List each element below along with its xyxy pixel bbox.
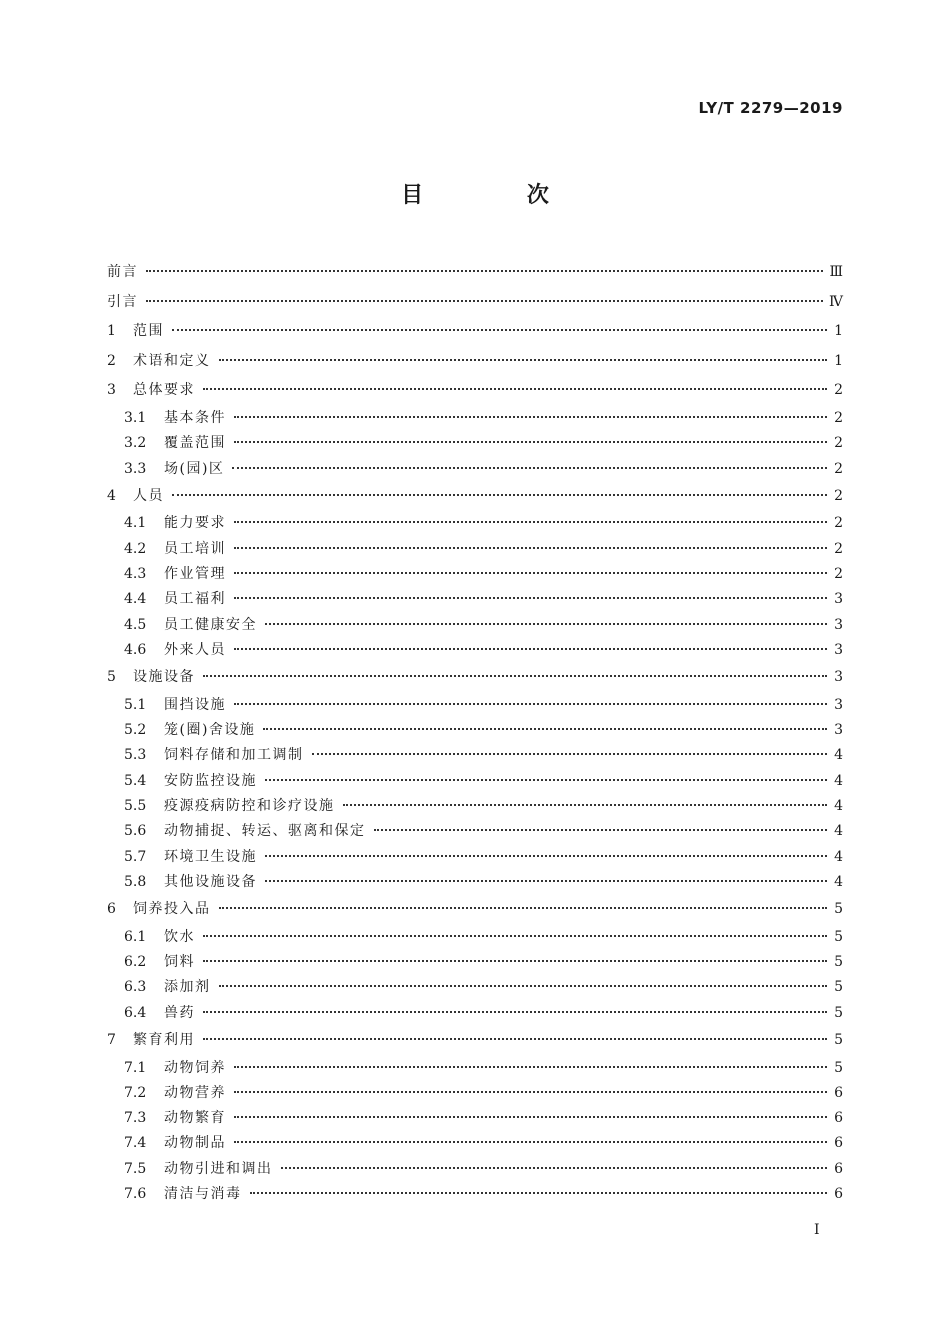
toc-entry-page: Ⅲ bbox=[829, 264, 843, 280]
toc-entry-number: 5.7 bbox=[124, 848, 147, 865]
toc-entry-label: 动物繁育 bbox=[164, 1110, 226, 1127]
toc-dot-leader bbox=[234, 572, 827, 574]
toc-entry[interactable] bbox=[107, 482, 843, 512]
toc-entry[interactable] bbox=[107, 288, 843, 318]
toc-entry[interactable] bbox=[107, 1056, 843, 1081]
toc-entry[interactable] bbox=[107, 1081, 843, 1106]
toc-entry-page: 3 bbox=[834, 696, 843, 713]
toc-dot-leader bbox=[263, 728, 827, 730]
toc-dot-leader bbox=[281, 1167, 828, 1169]
toc-entry-number: 5 bbox=[107, 669, 116, 686]
toc-entry[interactable] bbox=[107, 613, 843, 638]
toc-entry-page: 3 bbox=[834, 722, 843, 739]
toc-entry[interactable] bbox=[107, 562, 843, 587]
toc-entry-page: 4 bbox=[834, 747, 843, 764]
toc-entry-number: 7.5 bbox=[124, 1160, 147, 1177]
toc-dot-leader bbox=[312, 753, 828, 755]
toc-entry-number: 7.3 bbox=[124, 1110, 147, 1127]
toc-entry[interactable] bbox=[107, 1157, 843, 1182]
toc-entry[interactable] bbox=[107, 258, 843, 288]
toc-entry-page: 1 bbox=[834, 352, 843, 369]
toc-entry-number: 4.6 bbox=[124, 641, 147, 658]
toc-dot-leader bbox=[234, 648, 827, 650]
toc-entry-label: 饲料存储和加工调制 bbox=[164, 747, 304, 764]
toc-entry-number: 4.1 bbox=[124, 515, 147, 532]
toc-entry-number: 5.4 bbox=[124, 772, 147, 789]
toc-entry[interactable] bbox=[107, 663, 843, 693]
toc-entry-label: 术语和定义 bbox=[133, 352, 211, 369]
toc-entry-label: 员工培训 bbox=[164, 540, 226, 557]
toc-dot-leader bbox=[203, 388, 827, 390]
toc-entry[interactable] bbox=[107, 317, 843, 347]
toc-entry-label: 能力要求 bbox=[164, 515, 226, 532]
table-of-contents bbox=[107, 258, 843, 1207]
toc-dot-leader bbox=[234, 597, 827, 599]
toc-dot-leader bbox=[219, 985, 828, 987]
toc-entry-page: 4 bbox=[834, 873, 843, 890]
toc-entry-label: 动物引进和调出 bbox=[164, 1160, 273, 1177]
toc-entry-page: 6 bbox=[834, 1084, 843, 1101]
toc-entry-label: 动物捕捉、转运、驱离和保定 bbox=[164, 823, 366, 840]
toc-entry[interactable] bbox=[107, 587, 843, 612]
toc-entry[interactable] bbox=[107, 1106, 843, 1131]
toc-entry-page: 3 bbox=[834, 591, 843, 608]
toc-entry-label: 清洁与消毒 bbox=[164, 1186, 242, 1203]
toc-entry-number: 2 bbox=[107, 352, 116, 369]
toc-entry-page: 3 bbox=[834, 669, 843, 686]
toc-entry[interactable] bbox=[107, 743, 843, 768]
toc-entry-label: 设施设备 bbox=[133, 669, 195, 686]
page-number: I bbox=[814, 1222, 820, 1238]
toc-entry[interactable] bbox=[107, 1182, 843, 1207]
toc-entry[interactable] bbox=[107, 1026, 843, 1056]
toc-entry-label: 作业管理 bbox=[164, 566, 226, 583]
toc-entry-number: 6.1 bbox=[124, 928, 147, 945]
toc-entry-page: 4 bbox=[834, 772, 843, 789]
toc-entry-label: 环境卫生设施 bbox=[164, 848, 257, 865]
toc-entry-page: 6 bbox=[834, 1160, 843, 1177]
toc-dot-leader bbox=[172, 494, 827, 496]
toc-entry-number: 6.4 bbox=[124, 1004, 147, 1021]
toc-entry-label: 围挡设施 bbox=[164, 696, 226, 713]
toc-entry[interactable] bbox=[107, 794, 843, 819]
toc-entry-number: 7.4 bbox=[124, 1135, 147, 1152]
toc-entry-number: 4.5 bbox=[124, 616, 147, 633]
toc-entry-number: 5.6 bbox=[124, 823, 147, 840]
toc-entry-label: 员工福利 bbox=[164, 591, 226, 608]
toc-entry-label: 饮水 bbox=[164, 928, 195, 945]
toc-entry-label: 场(园)区 bbox=[164, 460, 225, 477]
toc-entry-number: 4 bbox=[107, 487, 116, 504]
toc-entry-number: 1 bbox=[107, 323, 116, 340]
toc-entry-page: 5 bbox=[834, 901, 843, 918]
toc-dot-leader bbox=[219, 907, 828, 909]
toc-entry-number: 5.1 bbox=[124, 696, 147, 713]
toc-entry-label: 员工健康安全 bbox=[164, 616, 257, 633]
toc-entry-page: 5 bbox=[834, 954, 843, 971]
toc-entry-label: 引言 bbox=[107, 293, 138, 310]
toc-entry-label: 前言 bbox=[107, 264, 138, 280]
toc-entry-label: 人员 bbox=[133, 487, 164, 504]
toc-entry-page: 3 bbox=[834, 641, 843, 658]
toc-entry[interactable] bbox=[107, 950, 843, 975]
toc-entry-page: 6 bbox=[834, 1135, 843, 1152]
toc-entry[interactable] bbox=[107, 1001, 843, 1026]
toc-entry[interactable] bbox=[107, 457, 843, 482]
toc-entry-page: 2 bbox=[834, 435, 843, 452]
toc-dot-leader bbox=[234, 1141, 827, 1143]
toc-entry-number: 7.6 bbox=[124, 1186, 147, 1203]
toc-entry-label: 外来人员 bbox=[164, 641, 226, 658]
toc-entry[interactable] bbox=[107, 975, 843, 1000]
toc-dot-leader bbox=[250, 1192, 828, 1194]
toc-entry[interactable] bbox=[107, 347, 843, 377]
toc-entry-number: 7.2 bbox=[124, 1084, 147, 1101]
toc-entry[interactable] bbox=[107, 693, 843, 718]
toc-dot-leader bbox=[203, 935, 827, 937]
toc-entry-label: 安防监控设施 bbox=[164, 772, 257, 789]
toc-entry-label: 覆盖范围 bbox=[164, 435, 226, 452]
toc-dot-leader bbox=[265, 855, 827, 857]
toc-dot-leader bbox=[234, 441, 827, 443]
toc-entry-label: 总体要求 bbox=[133, 382, 195, 399]
toc-entry-label: 动物饲养 bbox=[164, 1059, 226, 1076]
toc-entry-number: 3.1 bbox=[124, 409, 147, 426]
toc-entry[interactable] bbox=[107, 895, 843, 925]
toc-entry-number: 7 bbox=[107, 1031, 116, 1048]
toc-entry-label: 兽药 bbox=[164, 1004, 195, 1021]
toc-dot-leader bbox=[234, 547, 827, 549]
toc-entry-page: 4 bbox=[834, 823, 843, 840]
toc-entry-label: 其他设施设备 bbox=[164, 873, 257, 890]
toc-entry-page: 4 bbox=[834, 798, 843, 815]
toc-entry-number: 4.3 bbox=[124, 566, 147, 583]
toc-dot-leader bbox=[234, 1066, 827, 1068]
toc-entry-number: 3 bbox=[107, 382, 116, 399]
toc-entry-number: 5.3 bbox=[124, 747, 147, 764]
toc-entry-page: Ⅳ bbox=[829, 293, 843, 310]
toc-entry-page: 5 bbox=[834, 928, 843, 945]
toc-entry-page: 3 bbox=[834, 616, 843, 633]
toc-entry[interactable] bbox=[107, 819, 843, 844]
toc-dot-leader bbox=[265, 880, 827, 882]
toc-dot-leader bbox=[234, 1091, 827, 1093]
toc-entry-page: 6 bbox=[834, 1110, 843, 1127]
toc-dot-leader bbox=[234, 521, 827, 523]
toc-entry-number: 5.8 bbox=[124, 873, 147, 890]
toc-entry-page: 5 bbox=[834, 979, 843, 996]
toc-entry[interactable] bbox=[107, 870, 843, 895]
toc-entry[interactable] bbox=[107, 376, 843, 406]
toc-dot-leader bbox=[234, 703, 827, 705]
toc-entry-page: 2 bbox=[834, 566, 843, 583]
toc-entry-page: 2 bbox=[834, 460, 843, 477]
toc-dot-leader bbox=[203, 1011, 827, 1013]
toc-entry-page: 2 bbox=[834, 487, 843, 504]
toc-dot-leader bbox=[343, 804, 828, 806]
toc-entry-label: 基本条件 bbox=[164, 409, 226, 426]
toc-entry-number: 4.2 bbox=[124, 540, 147, 557]
toc-entry-number: 4.4 bbox=[124, 591, 147, 608]
toc-entry-number: 3.2 bbox=[124, 435, 147, 452]
toc-entry[interactable] bbox=[107, 537, 843, 562]
toc-dot-leader bbox=[219, 359, 828, 361]
toc-entry-label: 动物营养 bbox=[164, 1084, 226, 1101]
toc-entry-number: 6.3 bbox=[124, 979, 147, 996]
toc-entry-page: 2 bbox=[834, 382, 843, 399]
toc-entry[interactable] bbox=[107, 769, 843, 794]
toc-entry-number: 6.2 bbox=[124, 954, 147, 971]
toc-entry-page: 5 bbox=[834, 1004, 843, 1021]
toc-entry-label: 笼(圈)舍设施 bbox=[164, 722, 256, 739]
toc-entry-page: 6 bbox=[834, 1186, 843, 1203]
toc-dot-leader bbox=[203, 960, 827, 962]
toc-entry-page: 2 bbox=[834, 515, 843, 532]
toc-entry-label: 饲养投入品 bbox=[133, 901, 211, 918]
toc-entry-number: 5.2 bbox=[124, 722, 147, 739]
toc-entry[interactable] bbox=[107, 431, 843, 456]
toc-dot-leader bbox=[232, 467, 827, 469]
toc-dot-leader bbox=[234, 1116, 827, 1118]
toc-entry[interactable] bbox=[107, 845, 843, 870]
toc-entry-page: 5 bbox=[834, 1031, 843, 1048]
toc-entry-number: 6 bbox=[107, 901, 116, 918]
toc-entry-label: 范围 bbox=[133, 323, 164, 340]
toc-dot-leader bbox=[234, 416, 827, 418]
toc-dot-leader bbox=[203, 675, 827, 677]
toc-entry[interactable] bbox=[107, 406, 843, 431]
toc-entry-number: 7.1 bbox=[124, 1059, 147, 1076]
toc-dot-leader bbox=[374, 829, 828, 831]
toc-dot-leader bbox=[172, 329, 827, 331]
toc-entry[interactable] bbox=[107, 925, 843, 950]
toc-entry[interactable] bbox=[107, 1131, 843, 1156]
toc-entry-page: 2 bbox=[834, 540, 843, 557]
toc-dot-leader bbox=[203, 1038, 827, 1040]
toc-entry-page: 2 bbox=[834, 409, 843, 426]
toc-entry-label: 疫源疫病防控和诊疗设施 bbox=[164, 798, 335, 815]
toc-dot-leader bbox=[146, 300, 823, 302]
toc-entry[interactable] bbox=[107, 511, 843, 536]
toc-dot-leader bbox=[146, 270, 823, 272]
toc-entry-number: 3.3 bbox=[124, 460, 147, 477]
standard-code: LY/T 2279—2019 bbox=[698, 99, 843, 117]
toc-entry-label: 动物制品 bbox=[164, 1135, 226, 1152]
toc-entry-label: 饲料 bbox=[164, 954, 195, 971]
toc-dot-leader bbox=[265, 623, 827, 625]
toc-entry-page: 4 bbox=[834, 848, 843, 865]
toc-entry-page: 5 bbox=[834, 1059, 843, 1076]
toc-entry-label: 添加剂 bbox=[164, 979, 211, 996]
toc-entry[interactable] bbox=[107, 638, 843, 663]
toc-dot-leader bbox=[265, 779, 827, 781]
toc-entry-page: 1 bbox=[834, 323, 843, 340]
toc-entry-label: 繁育利用 bbox=[133, 1031, 195, 1048]
toc-entry[interactable] bbox=[107, 718, 843, 743]
toc-entry-number: 5.5 bbox=[124, 798, 147, 815]
page-title: 目 次 bbox=[401, 183, 597, 208]
